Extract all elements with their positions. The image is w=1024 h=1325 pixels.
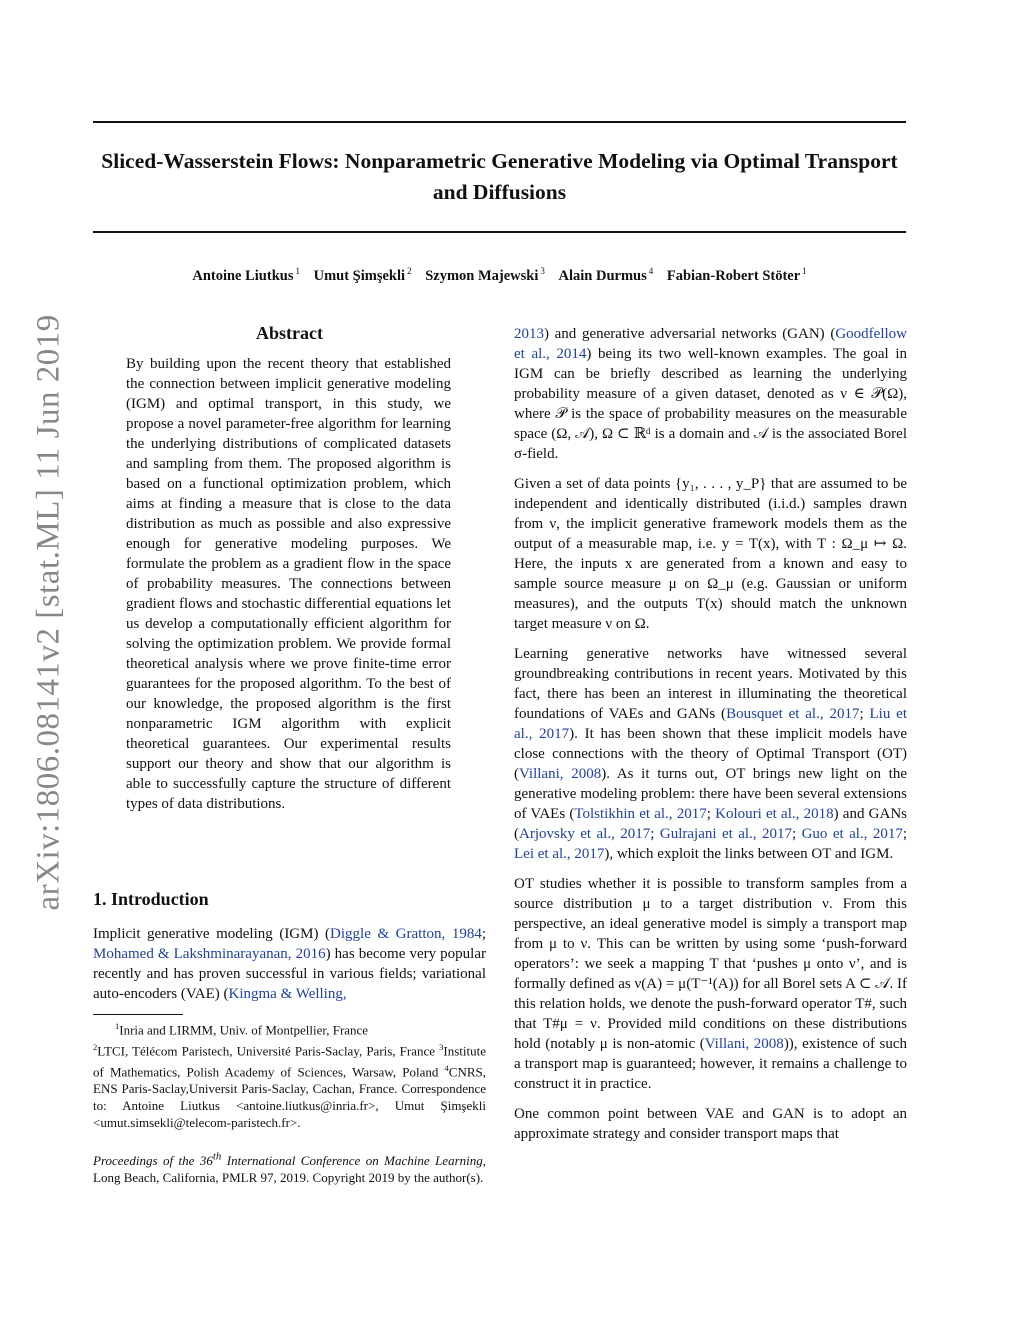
author-name: Fabian-Robert Stöter bbox=[666, 268, 801, 284]
citation-link[interactable]: Diggle & Gratton, 1984 bbox=[330, 926, 482, 942]
citation-link[interactable]: Mohamed & Lakshminarayanan, 2016 bbox=[93, 946, 326, 962]
text-run: ) and GANs ( bbox=[514, 806, 907, 842]
title-bottom-rule bbox=[93, 231, 906, 233]
correspondence-text: Correspondence to: Antoine Liutkus <antoine.liutkus@inria.fr>, Umut Şimşekli <umut.simsekli@telecom-paristech.fr>. bbox=[93, 1081, 486, 1130]
text-run: )), existence of such a transport map is guaranteed; however, it remains a challenge to construct it in practice. bbox=[514, 1036, 907, 1092]
text-run: Learning generative networks have witnessed several groundbreaking contributions in recent years. Motivated by this fact, there has been an interest in illuminating the theoretical foundations of VAEs and GANs ( bbox=[514, 646, 907, 722]
author bbox=[667, 268, 807, 284]
citation-link[interactable]: Goodfellow et al., 2014 bbox=[514, 326, 907, 362]
text-run: OT studies whether it is possible to transform samples from a source distribution μ to a target distribution ν. From this perspective, an ideal generative model is simply a transport map from μ to ν. This can be written by using some ‘push-forward operators’: we seek a mapping T that ‘pushes μ onto ν’, and is formally defined as ν(A) = μ(T⁻¹(A)) for all Borel sets A ⊂ 𝒜. If this relation holds, we denote the push-forward operator T#, such that T#μ = ν. Provided mild conditions on these distributions hold (notably μ is non-atomic ( bbox=[514, 876, 907, 1052]
footnote-text: CNRS, ENS Paris-Saclay,Universit Paris-Saclay, Cachan, France. bbox=[93, 1064, 487, 1097]
affiliation-mark: 2 bbox=[407, 266, 412, 276]
citation-link[interactable]: Gulrajani et al., 2017 bbox=[659, 826, 792, 842]
author bbox=[192, 268, 300, 284]
right-column bbox=[514, 324, 907, 1154]
footnote-text: Inria and LIRMM, Univ. of Montpellier, France bbox=[119, 1022, 369, 1038]
author-list bbox=[93, 266, 906, 285]
citation-link[interactable]: Villani, 2008 bbox=[704, 1036, 784, 1052]
title-top-rule bbox=[93, 121, 906, 123]
text-run: th bbox=[212, 1151, 222, 1163]
text-run: , Long Beach, California, PMLR 97, 2019. Copyright 2019 by the author(s). bbox=[93, 1153, 486, 1186]
text-run: ; bbox=[481, 926, 486, 942]
abstract-heading: Abstract bbox=[256, 323, 323, 343]
citation-link[interactable]: Tolstikhin et al., 2017 bbox=[574, 806, 707, 822]
abstract-body: By building upon the recent theory that established the connection between implicit generative modeling (IGM) and optimal transport, in this study, we propose a novel parameter-free algorithm for learning the underlying distributions of complicated datasets and sampling from them. The proposed algorithm is based on a functional optimization problem, which aims at finding a measure that is close to the data distribution as much as possible and also expressive enough for generative modeling purposes. We formulate the problem as a gradient flow in the space of probability measures. The connections between gradient flows and stochastic differential equations let us develop a computationally efficient algorithm for solving the optimization problem. We provide formal theoretical analysis where we prove finite-time error guarantees for the proposed algorithm. To the best of our knowledge, the proposed algorithm is the first nonparametric IGM algorithm with explicit theoretical guarantees. Our experimental results support our theory and show that our algorithm is able to successfully capture the structure of different types of data distributions. bbox=[126, 356, 451, 812]
author bbox=[314, 268, 412, 284]
affiliation-mark: 3 bbox=[540, 266, 545, 276]
author-name: Szymon Majewski bbox=[425, 268, 539, 284]
author-name: Antoine Liutkus bbox=[192, 268, 294, 284]
citation-link[interactable]: Villani, 2008 bbox=[519, 766, 602, 782]
paragraph: Learning generative networks have witnessed several groundbreaking contributions in recent years. Motivated by this fact, there has been an interest in illuminating the theoretical foundations of VAEs and GANs (Bousquet et al., 2017; Liu et al., 2017). It has been shown that these implicit models have close connections with the theory of Optimal Transport (OT) (Villani, 2008). As it turns out, OT brings new light on the generative modeling problem: there have been several extensions of VAEs (Tolstikhin et al., 2017; Kolouri et al., 2018) and GANs (Arjovsky et al., 2017; Gulrajani et al., 2017; Guo et al., 2017; Lei et al., 2017), which exploit the links between OT and IGM. bbox=[514, 646, 908, 862]
footnote-affiliation-1: $^1$Inria and LIRMM, Univ. of Montpellier, France bbox=[115, 1021, 369, 1038]
footnote-text: Institute of Mathematics, Polish Academy of Sciences, Warsaw, Poland bbox=[93, 1043, 486, 1080]
proceedings-note bbox=[93, 1149, 486, 1186]
text-run: Proceedings of the 36 bbox=[93, 1153, 213, 1169]
paper-title: Sliced-Wasserstein Flows: Nonparametric Generative Modeling via Optimal Transport and Diffusions bbox=[101, 149, 898, 204]
footnotes bbox=[93, 1018, 486, 1132]
text-run: ), which exploit the links between OT and IGM. bbox=[604, 846, 894, 862]
citation-link[interactable]: Arjovsky et al., 2017 bbox=[519, 826, 651, 842]
paragraph bbox=[514, 324, 907, 464]
paragraph: Given a set of data points {y₁, . . . , y_P} that are assumed to be independent and identically distributed (i.i.d.) samples drawn from ν, the implicit generative framework models them as the output of a measurable map, i.e. y = T(x), with T : Ω_μ ↦ Ω. Here, the inputs x are generated from a known and easy to sample source measure μ on Ω_μ (e.g. Gaussian or uniform measures), and the outputs T(x) should match the unknown target measure ν on Ω. bbox=[514, 476, 907, 632]
text-run: ). It has been shown that these implicit models have close connections with the theory of Optimal Transport (OT) ( bbox=[514, 726, 907, 782]
text-run: ) and generative adversarial networks (GAN) ( bbox=[544, 326, 836, 342]
citation-link[interactable]: 2013 bbox=[514, 326, 544, 342]
text-run: ). As it turns out, OT brings new light on the generative modeling problem: there have been several extensions of VAEs ( bbox=[514, 766, 907, 822]
footnote-rule bbox=[93, 1014, 183, 1015]
footnote-text: LTCI, Télécom Paristech, Université Paris-Saclay, Paris, France bbox=[97, 1043, 436, 1059]
paragraph: One common point between VAE and GAN is to adopt an approximate strategy and consider transport maps that bbox=[514, 1106, 907, 1142]
citation-link[interactable]: Bousquet et al., 2017 bbox=[726, 706, 860, 722]
arxiv-side-banner: arXiv:1806.08141v2 [stat.ML] 11 Jun 2019 bbox=[30, 314, 67, 911]
citation-link[interactable]: Lei et al., 2017 bbox=[514, 846, 605, 862]
citation-link[interactable]: Liu et al., 2017 bbox=[514, 706, 907, 742]
citation-link[interactable]: Kolouri et al., 2018 bbox=[715, 806, 834, 822]
author-name: Umut Şimşekli bbox=[313, 268, 406, 284]
affiliation-mark: 4 bbox=[648, 266, 654, 276]
text-run: ) being its two well-known examples. The goal in IGM can be briefly described as learning the underlying probability measure of a given dataset, denoted as ν ∈ 𝒫(Ω), where 𝒫 is the space of probability measures on the measurable space (Ω, 𝒜), Ω ⊂ ℝᵈ is a domain and 𝒜 is the associated Borel σ-field. bbox=[514, 346, 907, 462]
affiliation-mark: 1 bbox=[802, 266, 807, 276]
author bbox=[425, 268, 545, 284]
text-run: Implicit generative modeling (IGM) ( bbox=[93, 926, 331, 942]
footnote-affiliations: $^2$LTCI, Télécom Paristech, Université Paris-Saclay, Paris, France $^3$Institute of Mathematics, Polish Academy of Sciences, Warsaw, Poland $^4$CNRS, ENS Paris-Saclay,Universit Paris-Saclay, Cachan, France. Correspondence to: Antoine Liutkus <antoine.liutkus@inria.fr>, Umut Şimşekli <umut.simsekli@telecom-paristech.fr>. bbox=[93, 1042, 487, 1130]
affiliation-mark: 1 bbox=[295, 266, 300, 276]
text-run: International Conference on Machine Learning bbox=[221, 1153, 483, 1169]
author-name: Alain Durmus bbox=[558, 268, 647, 284]
citation-link[interactable]: Guo et al., 2017 bbox=[801, 826, 903, 842]
paragraph bbox=[514, 874, 907, 1094]
introduction-paragraph bbox=[93, 924, 486, 1004]
author bbox=[559, 268, 654, 284]
citation-link[interactable]: Kingma & Welling, bbox=[228, 986, 347, 1002]
text-run: ) has become very popular recently and has proven successful in various fields; variational auto-encoders (VAE) ( bbox=[93, 946, 487, 1002]
section-heading-introduction: 1. Introduction bbox=[93, 889, 209, 909]
